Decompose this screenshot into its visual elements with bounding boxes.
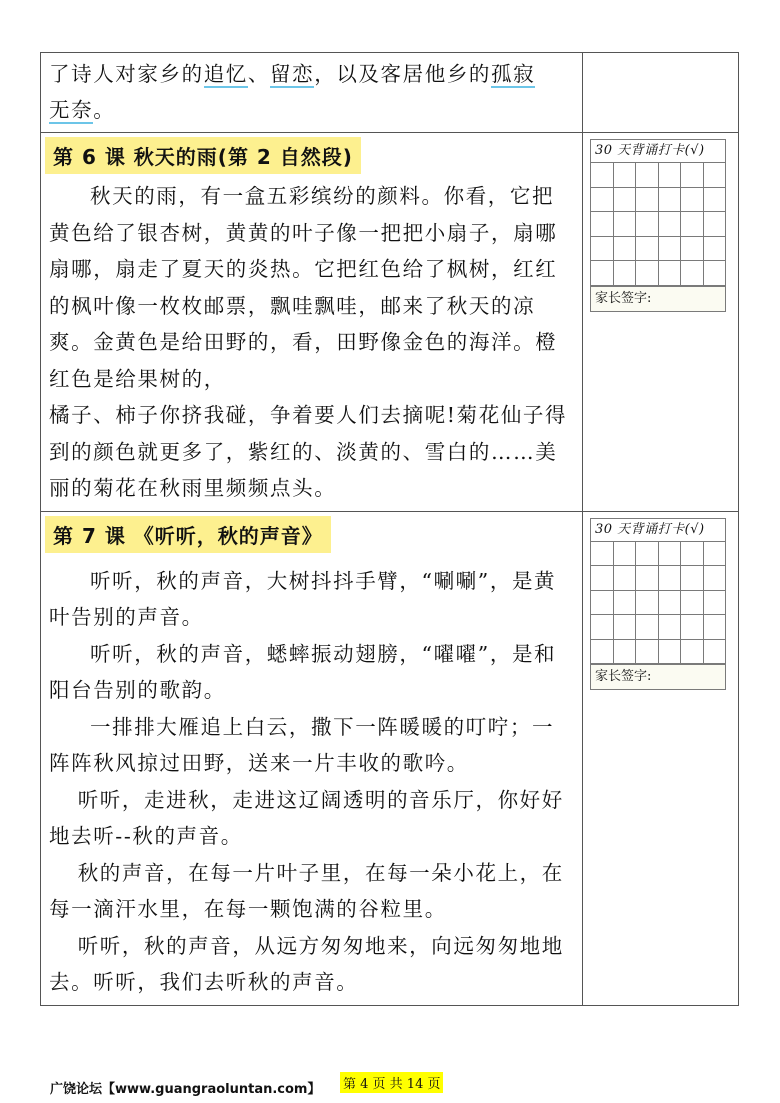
checkin-cell[interactable] — [703, 261, 725, 286]
checkin-cell[interactable] — [591, 590, 613, 615]
checkin-cell[interactable] — [703, 163, 725, 187]
checkin-cell[interactable] — [703, 639, 725, 664]
lesson-7-paragraph: 秋的声音，在每一片叶子里，在每一朵小花上，在每一滴汗水里，在每一颗饱满的谷粒里。 — [49, 860, 564, 921]
lesson-7-text — [41, 553, 582, 1005]
checkin-cell[interactable] — [658, 542, 681, 566]
checkin-cell[interactable] — [613, 187, 636, 212]
checkin-cell[interactable] — [613, 212, 636, 237]
checkin-cell[interactable] — [681, 639, 704, 664]
parent-signature-label: 家长签字: — [591, 664, 725, 689]
lesson-7-paragraph: 听听，秋的声音，大树抖抖手臂，“唰唰”，是黄叶告别的声音。 — [49, 568, 557, 629]
lesson-7-title: 第 7 课 《听听，秋的声音》 — [45, 516, 331, 553]
lesson-6-paragraph-1: 秋天的雨，有一盒五彩缤纷的颜料。你看，它把黄色给了银杏树，黄黄的叶子像一把把小扇子，扇哪扇哪，扇走了夏天的炎热。它把红色给了枫树，红红的枫叶像一枚枚邮票，飘哇飘哇，邮来了秋天的凉爽。金黄色是给田野的，看，田野像金色的海洋。橙红色是给果树的， — [49, 184, 558, 391]
row-lesson-7 — [41, 511, 739, 1005]
lesson-6-paragraph-2: 橘子、柿子你挤我碰，争着要人们去摘呢!菊花仙子得到的颜色就更多了，紫红的、淡黄的、雪白的……美丽的菊花在秋雨里频频点头。 — [49, 403, 568, 500]
checkin-cell[interactable] — [636, 236, 659, 261]
checkin-cell[interactable] — [591, 566, 613, 591]
lesson-7-paragraph: 听听，秋的声音，从远方匆匆地来，向远匆匆地地去。听听，我们去听秋的声音。 — [49, 933, 564, 994]
checkin-cell[interactable] — [703, 590, 725, 615]
checkin-cell[interactable] — [681, 212, 704, 237]
footer-site-link[interactable]: 广饶论坛【www.guangraoluntan.com】 — [50, 1082, 321, 1097]
checkin-cell[interactable] — [636, 163, 659, 187]
checkin-cell[interactable] — [681, 163, 704, 187]
checkin-cell[interactable] — [636, 639, 659, 664]
checkin-cell[interactable] — [636, 615, 659, 640]
underlined-word: 留恋 — [270, 62, 315, 86]
underlined-word: 孤寂 — [491, 62, 536, 86]
checkin-cell[interactable] — [591, 163, 613, 187]
checkin-cell[interactable] — [591, 639, 613, 664]
checkin-cell[interactable] — [613, 236, 636, 261]
row-lesson-6 — [41, 133, 739, 512]
checkin-cell[interactable] — [658, 639, 681, 664]
checkin-cell[interactable] — [636, 261, 659, 286]
checkin-cell[interactable] — [658, 566, 681, 591]
checkin-cell[interactable] — [658, 590, 681, 615]
checkin-cell[interactable] — [613, 639, 636, 664]
checkin-cell[interactable] — [591, 236, 613, 261]
checkin-cell[interactable] — [636, 590, 659, 615]
page-number: 第 4 页 共 14 页 — [340, 1072, 443, 1093]
checkin-card — [590, 139, 726, 312]
checkin-grid — [591, 163, 725, 286]
checkin-cell[interactable] — [591, 212, 613, 237]
checkin-cell[interactable] — [681, 236, 704, 261]
checkin-cell[interactable] — [658, 212, 681, 237]
underlined-word: 无奈 — [49, 97, 94, 122]
checkin-cell[interactable] — [658, 187, 681, 212]
checkin-cell[interactable] — [658, 163, 681, 187]
checkin-cell[interactable] — [681, 590, 704, 615]
lesson-table — [40, 52, 739, 1006]
checkin-cell[interactable] — [613, 590, 636, 615]
checkin-cell[interactable] — [681, 566, 704, 591]
checkin-cell[interactable] — [681, 187, 704, 212]
row-continuation — [41, 53, 739, 133]
checkin-cell[interactable] — [703, 542, 725, 566]
checkin-cell[interactable] — [613, 163, 636, 187]
checkin-cell[interactable] — [681, 615, 704, 640]
checkin-cell[interactable] — [703, 236, 725, 261]
checkin-cell[interactable] — [636, 542, 659, 566]
checkin-cell[interactable] — [591, 261, 613, 286]
checkin-cell[interactable] — [636, 212, 659, 237]
checkin-cell[interactable] — [636, 187, 659, 212]
checkin-cell[interactable] — [591, 542, 613, 566]
continuation-text: 了诗人对家乡的追忆、留恋，以及客居他乡的孤寂 无奈。 — [49, 62, 536, 122]
checkin-card-title: 30 天背诵打卡(√) — [591, 140, 725, 163]
checkin-cell[interactable] — [681, 542, 704, 566]
checkin-card — [590, 518, 726, 691]
checkin-cell[interactable] — [613, 566, 636, 591]
lesson-7-paragraph: 听听，走进秋，走进这辽阔透明的音乐厅，你好好地去听--秋的声音。 — [49, 787, 564, 848]
checkin-cell[interactable] — [703, 212, 725, 237]
underlined-word: 追忆 — [203, 62, 248, 86]
lesson-6-text — [41, 174, 582, 511]
checkin-cell[interactable] — [658, 615, 681, 640]
checkin-card-title: 30 天背诵打卡(√) — [591, 519, 725, 542]
parent-signature-label: 家长签字: — [591, 286, 725, 311]
checkin-cell[interactable] — [591, 187, 613, 212]
checkin-cell[interactable] — [703, 566, 725, 591]
checkin-cell[interactable] — [613, 542, 636, 566]
checkin-cell[interactable] — [636, 566, 659, 591]
checkin-cell[interactable] — [613, 261, 636, 286]
lesson-6-title: 第 6 课 秋天的雨(第 2 自然段) — [45, 137, 361, 174]
checkin-cell[interactable] — [703, 615, 725, 640]
checkin-cell[interactable] — [658, 261, 681, 286]
checkin-cell[interactable] — [681, 261, 704, 286]
checkin-cell[interactable] — [658, 236, 681, 261]
checkin-cell[interactable] — [591, 615, 613, 640]
lesson-7-paragraph: 听听，秋的声音，蟋蟀振动翅膀，“嚁嚁”，是和阳台告别的歌韵。 — [49, 641, 557, 702]
lesson-7-paragraph: 一排排大雁追上白云，撒下一阵暖暖的叮咛；一阵阵秋风掠过田野，送来一片丰收的歌吟。 — [49, 714, 555, 775]
checkin-grid — [591, 542, 725, 665]
worksheet — [40, 52, 736, 1006]
checkin-cell[interactable] — [613, 615, 636, 640]
checkin-cell[interactable] — [703, 187, 725, 212]
